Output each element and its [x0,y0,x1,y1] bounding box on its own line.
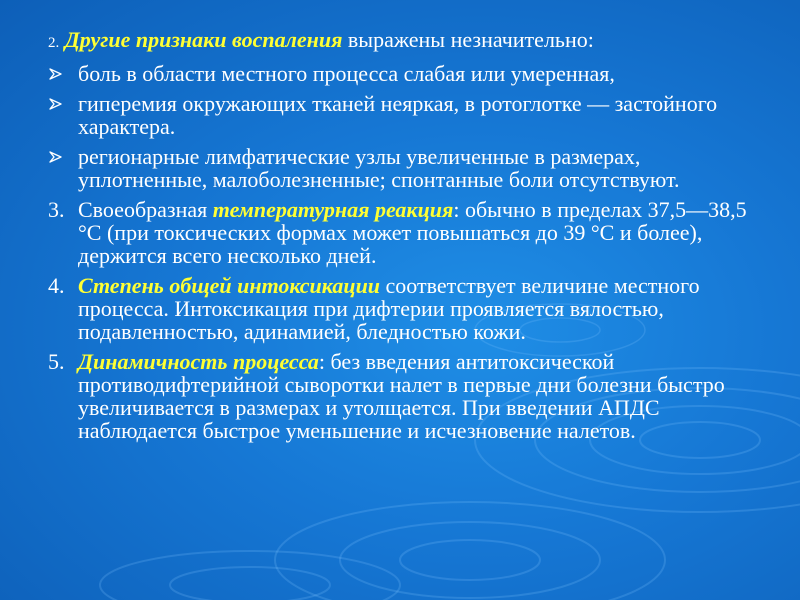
item-text-after: : без введения антитоксической противодифтерийной сыворотки налет в первые дни болезни быстро увеличивается в размерах и утолщается. При введении АПДС наблюдается быстрое уменьшение и исчезновение налетов. [78,349,725,443]
item-highlight: Динамичность процесса [78,349,319,374]
bullet-text: боль в области местного процесса слабая или умеренная, [78,61,615,86]
bullet-text: регионарные лимфатические узлы увеличенные в размерах, уплотненные, малоболезненные; спонтанные боли отсутствуют. [78,144,680,192]
item-text-before: Своеобразная [78,197,213,222]
item-highlight: Степень общей интоксикации [78,273,381,298]
intro-text: выражены незначительно: [342,27,594,52]
arrowhead-bullet-icon [49,151,63,163]
numbered-item [48,198,768,267]
item-text-after: : обычно в пределах 37,5—38,5 °С (при токсических формах может повышаться до 39 °С и более), держится всего несколько дней. [78,197,747,268]
numbered-item [48,274,768,343]
intro-paragraph [48,28,768,55]
intro-number: 2. [48,35,60,51]
intro-highlight: Другие признаки воспаления [64,27,343,52]
item-number: 5. [48,349,65,374]
bullet-item [48,145,768,191]
bullet-text: гиперемия окружающих тканей неяркая, в ротоглотке — застойного характера. [78,91,718,139]
item-number: 3. [48,197,65,222]
item-highlight: температурная реакция [212,197,454,222]
arrowhead-bullet-icon [49,98,63,110]
arrowhead-bullet-icon [49,68,63,80]
numbered-item [48,350,768,442]
bullet-item [48,92,768,138]
slide-content [48,28,768,449]
bullet-item [48,62,768,85]
item-number: 4. [48,273,65,298]
item-text-after: соответствует величине местного процесса. Интоксикация при дифтерии проявляется вялостью, подавленностью, адинамией, бледностью кожи. [78,273,700,344]
